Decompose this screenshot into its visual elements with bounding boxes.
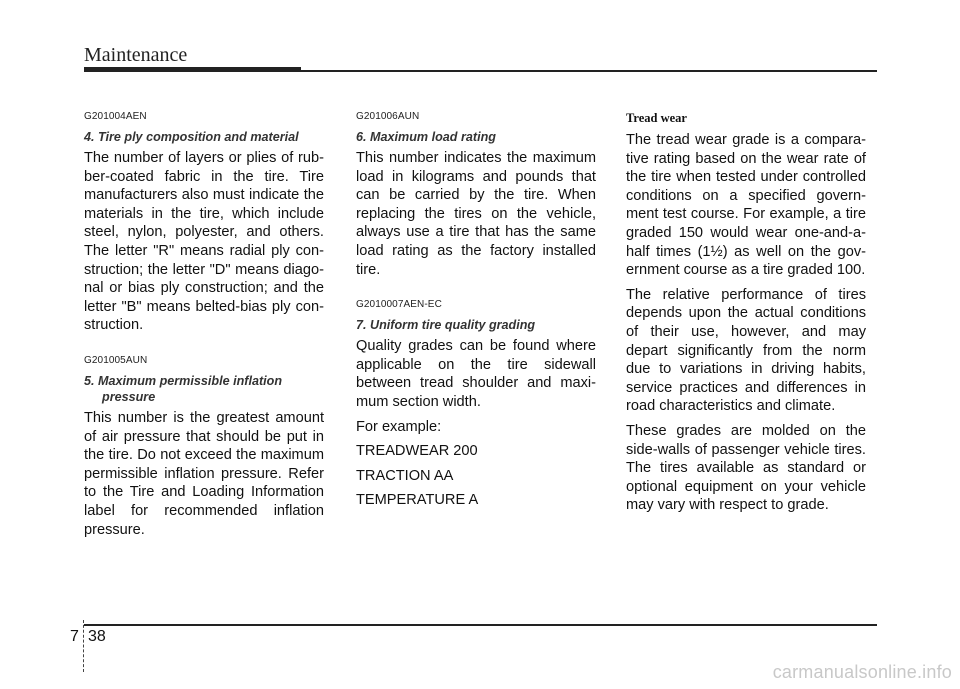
footer-divider — [83, 620, 85, 672]
column-right — [626, 111, 866, 521]
section-code: G201004AEN — [84, 111, 147, 122]
section-body: Quality grades can be found where applicable on the tire sidewall between tread shoulder and maxi-mum section width. — [356, 338, 596, 410]
section-body: This number is the greatest amount of air pressure that should be put in the tire. Do not exceed the maximum permissible inflation pressure. Refer to the Tire and Loading Information label for recommended inflation pressure. — [84, 409, 324, 538]
example-line: TREADWEAR 200 — [356, 443, 478, 460]
section-code: G201006AUN — [356, 111, 420, 122]
section-heading: 4. Tire ply composition and material — [84, 130, 299, 144]
example-line: TEMPERATURE A — [356, 492, 479, 509]
page-header-title: Maintenance — [84, 44, 188, 66]
subsection-heading: Tread wear — [626, 111, 687, 125]
section-code: G2010007AEN-EC — [356, 299, 442, 311]
paragraph: The relative performance of tires depends upon the actual conditions of their use, however, and may depart significantly from the norm due to variations in driving habits, service practices and differences in road characteristics and climate. — [626, 286, 866, 415]
page-number: 38 — [88, 628, 106, 645]
paragraph: These grades are molded on the side-walls of passenger vehicle tires. The tires available as standard or optional equipment on your vehicle may vary with respect to grade. — [626, 422, 866, 514]
section-heading-line2: pressure — [102, 389, 156, 404]
section-code: G201005AUN — [84, 354, 148, 366]
chapter-number: 7 — [70, 628, 79, 645]
section-heading — [84, 373, 324, 405]
column-middle — [356, 111, 596, 516]
column-left — [84, 111, 324, 545]
section-body: The number of layers or plies of rub-ber-coated fabric in the tire. Tire manufacturers also must indicate the materials in the tire, which include steel, nylon, polyester, and others. The letter "R" means radial ply con-struction; the letter "D" means diago-nal or bias ply construction; and the letter "B" means belted-bias ply con-struction. — [84, 150, 324, 334]
footer-rule — [84, 624, 877, 626]
section-body: This number indicates the maximum load in kilograms and pounds that can be carried by the tire. When replacing the tires on the vehicle, always use a tire that has the same load rating as the factory installed tire. — [356, 150, 596, 278]
section-heading-line1: 5. Maximum permissible inflation — [84, 373, 283, 388]
header-rule-thin — [301, 70, 877, 72]
paragraph: The tread wear grade is a compara-tive rating based on the wear rate of the tire when tested under controlled conditions on a specified govern-ment test course. For example, a tire graded 150 would wear one-and-a-half times (1½) as well on the gov-ernment course as a tire graded 100. — [626, 132, 866, 279]
section-heading: 7. Uniform tire quality grading — [356, 318, 536, 333]
watermark: carmanualsonline.info — [772, 662, 952, 682]
section-heading: 6. Maximum load rating — [356, 130, 496, 144]
example-line: TRACTION AA — [356, 467, 454, 484]
header-rule-thick — [84, 67, 301, 72]
example-intro: For example: — [356, 418, 442, 435]
